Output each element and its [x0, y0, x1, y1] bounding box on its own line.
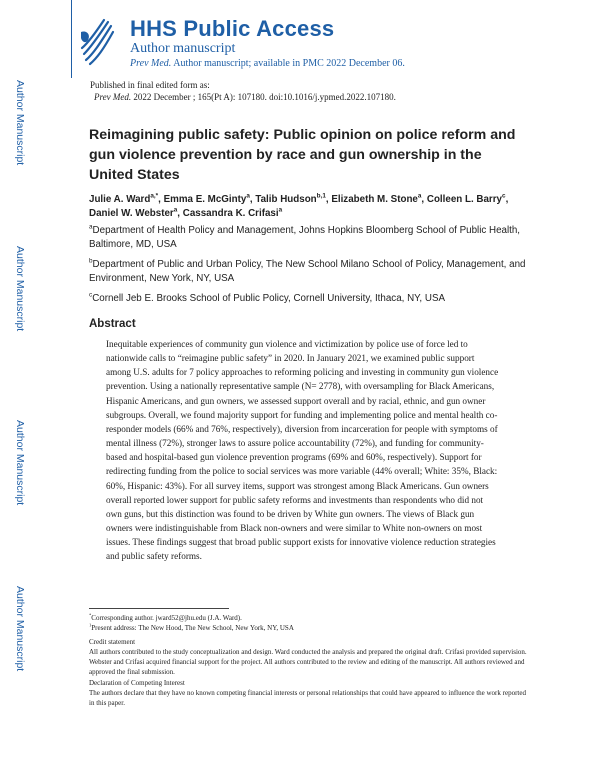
- author: Cassandra K. Crifasi$^a$: [182, 206, 283, 219]
- side-label: Author Manuscript: [14, 80, 26, 166]
- header-divider: [71, 0, 72, 78]
- affiliation: $^b$Department of Public and Urban Policy, The New School Milano School of Policy, Management, and Environment, New York, NY, USA: [89, 257, 526, 284]
- citation-journal: Prev Med.: [94, 92, 132, 102]
- availability-text: Author manuscript; available in PMC 2022 December 06.: [173, 58, 405, 69]
- side-label: Author Manuscript: [14, 586, 26, 672]
- hhs-eagle-logo-icon: [78, 14, 116, 66]
- abstract-heading: Abstract: [89, 318, 136, 330]
- affiliation: $^c$Cornell Jeb E. Brooks School of Public Policy, Cornell University, Ithaca, NY, USA: [89, 291, 446, 304]
- footnote-present-address: $^1$Present address: The New Hood, The New School, New York, NY, USA: [89, 622, 294, 632]
- author-manuscript-label: Author manuscript: [130, 41, 236, 56]
- abstract-body: Inequitable experiences of community gun violence and victimization by police use of force led to nationwide calls to “reimagine public safety” in 2020. In January 2021, we examined public support among U.S. adults for 7 policy approaches to reforming policing and investing in community gun violence prevention. Using a nationally representative sample (N= 2778), with oversampling for Black Americans, Hispanic Americans, and gun owners, we assessed support overall and by racial, ethnic, and gun owner subgroups. Overall, we found majority support for funding and implementing police and mental health co-responder models (66% and 76%, respectively), diversion from incarceration for people with symptoms of mental illness (72%), stronger laws to assure police accountability (72%), and funding for community-based and hospital-based gun violence prevention programs (69% and 60%, respectively). Support for redirecting funding from the police to social services was more variable (44% overall; White: 35%, Black: 60%, Hispanic: 43%). For all survey items, support was strongest among Black Americans. Gun owners overall reported lower support for public safety reforms and investments than respondents who did not own guns, but this distinction was found to be driven by White gun owners. The views of Black gun owners were indistinguishable from Black non-owners and were similar to White non-owners on most issues. These findings suggest that broad public support exists for innovative violence reduction strategies and public safety reforms.: [106, 339, 499, 562]
- article-title: Reimagining public safety: Public opinion on police reform and gun violence prevention by race and gun ownership in the United States: [89, 127, 516, 183]
- author: Colleen L. Barry$^c$,: [426, 192, 509, 205]
- published-label: Published in final edited form as:: [90, 80, 210, 90]
- availability-line: [130, 58, 405, 69]
- side-label: Author Manuscript: [14, 246, 26, 332]
- author: Julie A. Ward$^{a,*}$,: [89, 192, 164, 205]
- sidebar: [0, 0, 40, 776]
- citation-text: 2022 December ; 165(Pt A): 107180. doi:10.1016/j.ypmed.2022.107180.: [133, 92, 396, 102]
- footnote-corresponding: *Corresponding author. jward52@jhu.edu (J.A. Ward).: [89, 612, 242, 622]
- published-in: [90, 79, 396, 103]
- affiliation: $^a$Department of Health Policy and Management, Johns Hopkins Bloomberg School of Public Health, Baltimore, MD, USA: [89, 223, 521, 250]
- competing-heading: Declaration of Competing Interest: [89, 679, 185, 687]
- author-list: [89, 193, 519, 221]
- hhs-public-access-title: HHS Public Access: [130, 16, 335, 41]
- citation: [90, 91, 396, 103]
- author: Daniel W. Webster$^a$,: [89, 206, 183, 219]
- author: Elizabeth M. Stone$^a$,: [331, 192, 427, 205]
- credit-text: All authors contributed to the study conceptualization and design. Ward conducted the analysis and prepared the original draft. Crifasi provided supervision. Webster and Crifasi acquired financial support for the project. All authors contributed to the review and editing of the manuscript. All authors reviewed and approved the final submission.: [89, 648, 527, 676]
- author: Talib Hudson$^{b,1}$,: [255, 192, 332, 205]
- journal-name: Prev Med.: [130, 58, 172, 69]
- credit-heading: Credit statement: [89, 638, 136, 646]
- competing-text: The authors declare that they have no known competing financial interests or personal relationships that could have appeared to influence the work reported in this paper.: [89, 689, 526, 707]
- author: Emma E. McGinty$^a$,: [163, 192, 256, 205]
- footnote-divider: [89, 608, 229, 609]
- side-label: Author Manuscript: [14, 420, 26, 506]
